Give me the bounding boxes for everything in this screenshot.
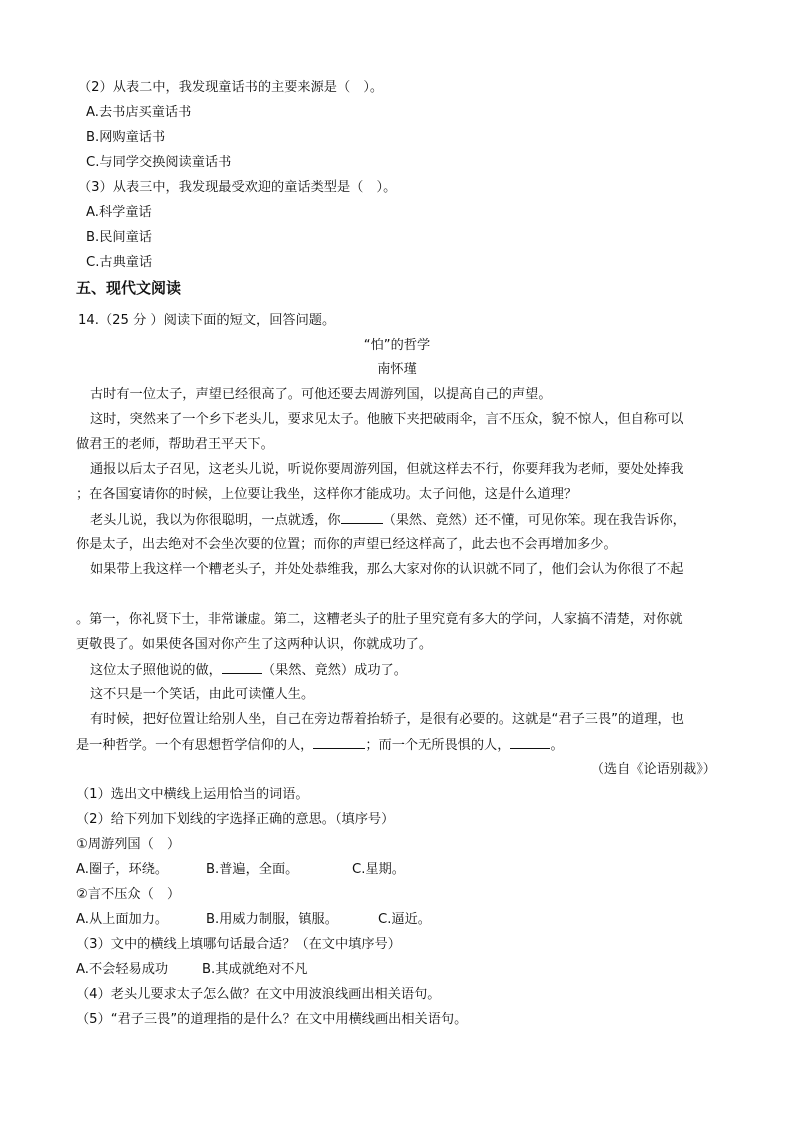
paragraph-8-text-b: ；而一个无所畏惧的人， [365, 738, 511, 753]
paragraph-5-line-2: 。第一，你礼贤下士，非常谦虚。第二，这糟老头子的肚子里究竟有多大的学问，人家搞不清楚，对你就 [76, 612, 683, 627]
answer-blank-1[interactable] [341, 511, 383, 524]
option-b: B.用威力制服，镇服。 [206, 912, 338, 927]
article-source: （选自《论语别裁》） [590, 762, 716, 777]
q13-sub2-option-b: B.网购童话书 [86, 130, 166, 145]
q13-sub3-stem: （3）从表三中，我发现最受欢迎的童话类型是（ ）。 [78, 180, 397, 195]
paragraph-5-line-1: 如果带上我这样一个糟老头子，并处处恭维我，那么大家对你的认识就不同了，他们会认为你很了不起 [90, 562, 684, 577]
paragraph-4-line-1 [90, 511, 686, 530]
article-author: 南怀瑾 [377, 362, 417, 377]
paragraph-1: 古时有一位太子，声望已经很高了。可他还要去周游列国，以提高自己的声望。 [90, 387, 552, 402]
q13-sub3-option-c: C.古典童话 [86, 255, 153, 270]
q14-sub2-item2: ②言不压众（ ） [76, 887, 181, 902]
paragraph-4-text-a: 老头儿说，我以为你很聪明，一点就透，你 [90, 513, 341, 528]
q14-sub2-item1: ①周游列国（ ） [76, 837, 181, 852]
paragraph-8-line-2 [76, 736, 564, 755]
paragraph-5-line-3: 更敬畏了。如果使各国对你产生了这两种认识，你就成功了。 [76, 637, 433, 652]
answer-blank-3[interactable] [313, 736, 365, 749]
answer-blank-4[interactable] [510, 736, 550, 749]
q14-sub3: （3）文中的横线上填哪句话最合适？（在文中填序号） [76, 937, 401, 952]
option-a: A.不会轻易成功 [76, 962, 169, 977]
q13-sub2-option-c: C.与同学交换阅读童话书 [86, 155, 232, 170]
answer-blank-2[interactable] [222, 661, 262, 674]
paragraph-3-line-2: ；在各国宴请你的时候，上位要让我坐，这样你才能成功。太子问他，这是什么道理？ [76, 487, 578, 502]
paragraph-8-text-a: 是一种哲学。一个有思想哲学信仰的人， [76, 738, 314, 753]
option-b: B.普遍，全面。 [206, 862, 299, 877]
paragraph-2-line-1: 这时，突然来了一个乡下老头儿，要求见太子。他腋下夹把破雨伞，言不压众，貌不惊人，但自称可以 [90, 412, 684, 427]
paragraph-8-line-1: 有时候，把好位置让给别人坐，自己在旁边帮着抬轿子，是很有必要的。这就是“君子三畏”的道理，也 [90, 712, 684, 727]
paragraph-3-line-1: 通报以后太子召见，这老头儿说，听说你要周游列国，但就这样去不行，你要拜我为老师，要处处捧我 [90, 462, 684, 477]
q14-sub2: （2）给下列加下划线的字选择正确的意思。（填序号） [76, 812, 395, 827]
q14-sub4: （4）老头儿要求太子怎么做？在文中用波浪线画出相关语句。 [76, 987, 441, 1002]
section-heading: 五、现代文阅读 [76, 279, 182, 297]
paragraph-7: 这不只是一个笑话，由此可读懂人生。 [90, 687, 315, 702]
q13-sub2-option-a: A.去书店买童话书 [86, 105, 192, 120]
paragraph-8-text-c: 。 [550, 738, 564, 753]
paragraph-2-line-2: 做君王的老师，帮助君王平天下。 [76, 437, 274, 452]
option-b: B.其成就绝对不凡 [202, 962, 308, 977]
q14-sub2-item2-options [76, 911, 431, 929]
q14-sub2-item1-options [76, 861, 405, 879]
q13-sub3-option-a: A.科学童话 [86, 205, 152, 220]
q13-sub3-option-b: B.民间童话 [86, 230, 152, 245]
article-title: “怕”的哲学 [363, 338, 431, 353]
paragraph-6-text-a: 这位太子照他说的做， [90, 663, 222, 678]
q14-sub3-options [76, 961, 308, 979]
option-a: A.从上面加力。 [76, 912, 169, 927]
option-c: C.逼近。 [378, 912, 431, 927]
q14-sub5: （5）“君子三畏”的道理指的是什么？在文中用横线画出相关语句。 [76, 1012, 468, 1027]
q14-sub1: （1）选出文中横线上运用恰当的词语。 [76, 787, 309, 802]
option-c: C.星期。 [352, 862, 405, 877]
paragraph-6 [90, 661, 407, 680]
paragraph-4-line-2: 你是太子，出去绝对不会坐次要的位置；而你的声望已经这样高了，此去也不会再增加多少。 [76, 537, 617, 552]
q13-sub2-stem: （2）从表二中，我发现童话书的主要来源是（ ）。 [78, 80, 384, 95]
option-a: A.圈子，环绕。 [76, 862, 169, 877]
q14-intro: 14.（25 分 ）阅读下面的短文，回答问题。 [78, 313, 336, 328]
paragraph-4-text-b: （果然、竟然）还不懂，可见你笨。现在我告诉你， [382, 513, 686, 528]
paragraph-6-text-b: （果然、竟然）成功了。 [261, 663, 407, 678]
